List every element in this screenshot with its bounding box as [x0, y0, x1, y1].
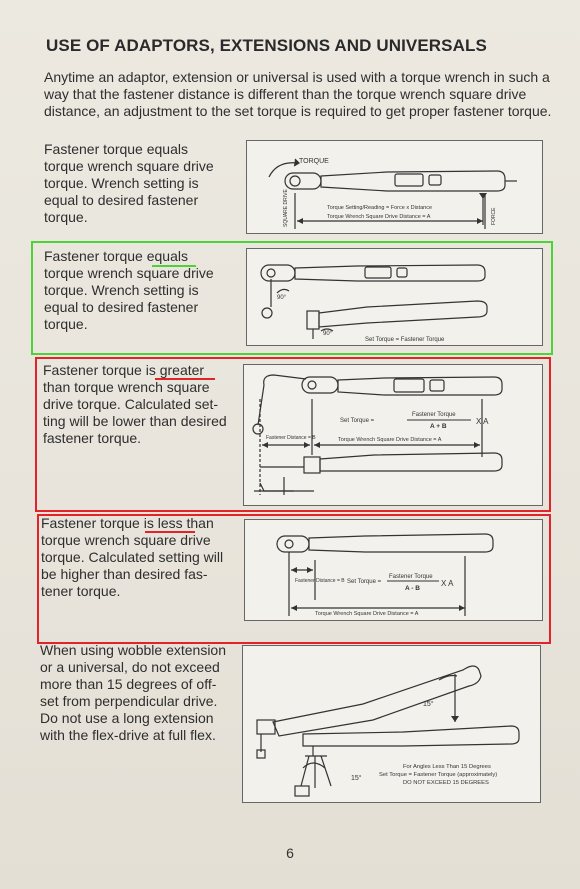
fastener-distance-label-b: Fastener Distance = B: [295, 578, 345, 584]
angle-15-top: 15°: [423, 701, 434, 708]
block3-text: Fastener torque is greater than torque wrench square drive torque. Calculated set- ting will be lower than desired fastener torque.: [43, 362, 227, 446]
block4-text: Fastener torque is less than torque wrench square drive torque. Calculated setting will be higher than desired fas- tener torque.: [41, 515, 224, 599]
wobble-note-2: Set Torque = Fastener Torque (approximately): [379, 772, 498, 778]
drive-distance-label: Torque Wrench Square Drive Distance = A: [338, 437, 442, 443]
torque-label: TORQUE: [299, 158, 329, 165]
adaptor-caption: Set Torque = Fastener Torque: [365, 337, 445, 343]
denominator-label: A + B: [430, 423, 447, 430]
page-title: USE OF ADAPTORS, EXTENSIONS AND UNIVERSALS: [46, 36, 487, 55]
figure-adaptor: [246, 248, 543, 346]
underline-greater: [155, 378, 215, 380]
angle-label-2: 90°: [323, 331, 333, 337]
wobble-note-1: For Angles Less Than 15 Degrees: [403, 764, 491, 770]
formula-line2: Torque Wrench Square Drive Distance = A: [327, 214, 431, 220]
wobble-note-3: DO NOT EXCEED 15 DEGREES: [403, 780, 489, 786]
numerator-label: Fastener Torque: [412, 412, 456, 418]
figure-extension-greater: [243, 364, 543, 506]
figure-wobble-extension: [242, 645, 541, 803]
angle-15-bottom: 15°: [351, 775, 362, 782]
numerator-label-b: Fastener Torque: [389, 574, 433, 580]
figure-extension-less: [244, 519, 543, 621]
block5-text: When using wobble extension or a universal, do not exceed more than 15 degrees of off- set from perpendicular drive. Do not use a long extension with the flex-drive at full flex.: [40, 642, 227, 743]
formula-line1: Torque Setting/Reading = Force x Distance: [327, 205, 433, 211]
denominator-label-b: A - B: [405, 585, 420, 592]
times-a-label-b: X A: [441, 579, 454, 588]
fastener-distance-label: Fastener Distance = B: [266, 435, 316, 441]
block2-text: Fastener torque equals torque wrench square drive torque. Wrench setting is equal to desired fastener torque.: [44, 248, 214, 332]
force-label: FORCE: [491, 207, 497, 225]
drive-distance-label-b: Torque Wrench Square Drive Distance = A: [315, 611, 419, 617]
underline-less: [145, 531, 195, 533]
times-a-label: X A: [476, 417, 489, 426]
block1-text: Fastener torque equals torque wrench square drive torque. Wrench setting is equal to desired fastener torque.: [44, 141, 214, 225]
set-torque-label: Set Torque =: [340, 418, 375, 424]
underline-equals: [152, 265, 196, 267]
square-drive-label: SQUARE DRIVE: [283, 189, 289, 227]
set-torque-label-b: Set Torque =: [347, 579, 382, 585]
intro-paragraph: Anytime an adaptor, extension or universal is used with a torque wrench in such a way that the fastener distance is different than the torque wrench square drive distance, an adjustment to the set torque is required to get proper fastener torque.: [44, 69, 552, 119]
page-number: 6: [286, 845, 294, 861]
figure-direct-drive: [246, 140, 543, 234]
angle-label-1: 90°: [277, 295, 287, 301]
